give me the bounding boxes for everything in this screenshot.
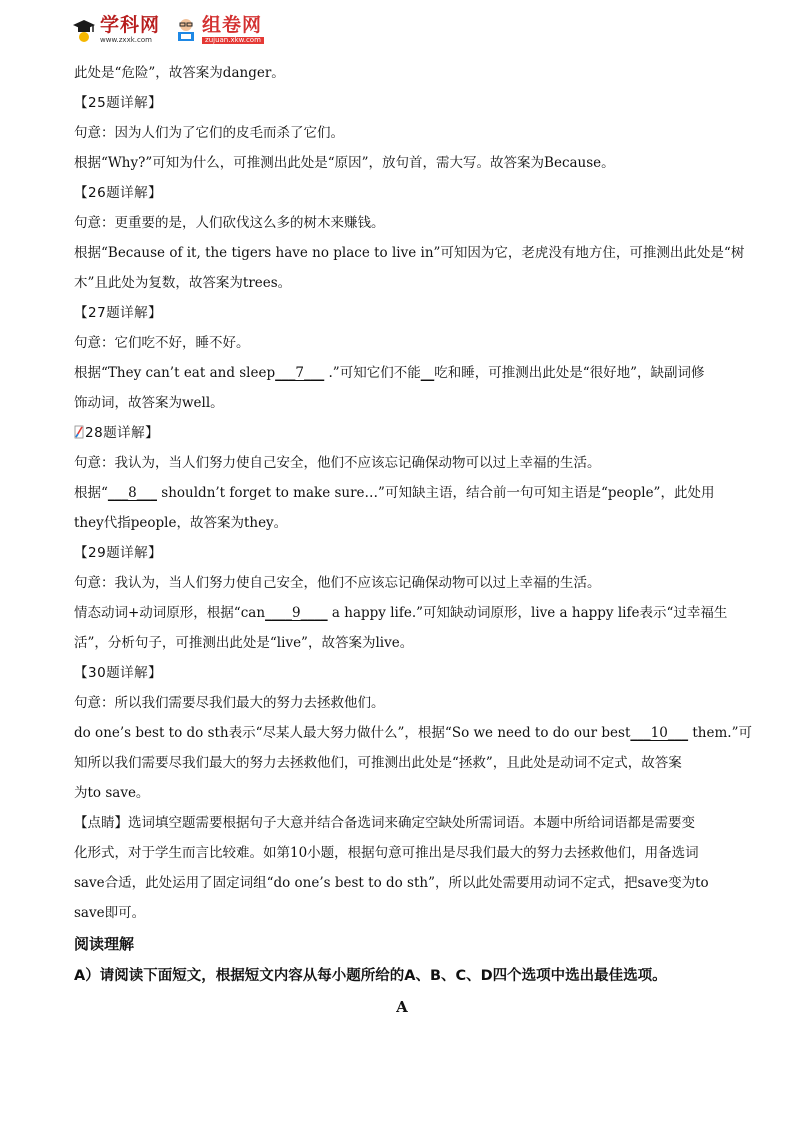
answer-blank-9: ____9____ (265, 605, 328, 621)
document-body (74, 58, 752, 1022)
logo2-url: zujuan.xkw.com (202, 37, 264, 44)
pencil-icon (74, 425, 84, 439)
text-line: save合适，此处运用了固定词组“do one’s best to do sth”，所以此处需要用动词不定式，把save变为to (74, 875, 709, 891)
question-number: 30 (88, 665, 107, 681)
text-part: a happy life.”可知缺动词原形，live a happy life表示“过幸福生 (327, 605, 728, 621)
text-line (74, 598, 730, 628)
text-part: .”可知它们不能 (324, 365, 421, 381)
question-number: 28 (85, 425, 104, 441)
section-heading-25 (74, 88, 730, 118)
text-part: 根据“They can’t eat and sleep (74, 365, 276, 381)
text-part: 情态动词+动词原形，根据“can (74, 605, 266, 621)
text-line: 此处是“危险”，故答案为danger。 (74, 65, 285, 81)
text-line: 句意：它们吃不好，睡不好。 (74, 335, 250, 351)
answer-blank-7: ___7___ (275, 365, 325, 381)
bracket-open: 【 (74, 665, 88, 681)
text-line: 句意：所以我们需要尽我们最大的努力去拯救他们。 (74, 695, 385, 711)
text-part: them.”可 (688, 725, 752, 741)
xuekewang-logo[interactable] (72, 16, 160, 44)
heading-suffix: 题详解】 (106, 665, 163, 681)
text-line (74, 718, 752, 748)
question-number: 25 (88, 95, 107, 111)
text-line: 活”，分析句子，可推测出此处是“live”，故答案为live。 (74, 635, 414, 651)
text-line: 饰动词，故答案为well。 (74, 395, 224, 411)
text-line (74, 358, 730, 388)
small-blank: __ (420, 365, 435, 381)
question-number: 26 (88, 185, 107, 201)
text-line: 木”且此处为复数，故答案为trees。 (74, 275, 292, 291)
text-part: 吃和睡，可推测出此处是“很好地”，缺副词修 (434, 365, 705, 381)
logo1-name: 学科网 (100, 14, 161, 36)
text-line: 为to save。 (74, 785, 150, 801)
text-line: save即可。 (74, 905, 146, 921)
passage-label: A (396, 998, 408, 1016)
logo1-url: www.zxxk.com (100, 36, 152, 44)
student-reading-icon (174, 17, 198, 43)
text-line: 化形式，对于学生而言比较难。如第10小题，根据句意可推出是尽我们最大的努力去拯救他们，用备选词 (74, 845, 699, 861)
heading-suffix: 题详解】 (106, 545, 163, 561)
text-line: 知所以我们需要尽我们最大的努力去拯救他们，可推测出此处是“拯救”，且此处是动词不定式，故答案 (74, 755, 682, 771)
zujuanwang-logo[interactable] (174, 16, 264, 44)
heading-suffix: 题详解】 (106, 305, 163, 321)
answer-blank-10: ___10___ (630, 725, 689, 741)
text-line: 句意：更重要的是，人们砍伐这么多的树木来赚钱。 (74, 215, 385, 231)
question-number: 29 (88, 545, 107, 561)
answer-blank-8: ___8___ (107, 485, 157, 501)
text-part: do one’s best to do sth表示“尽某人最大努力做什么”，根据“So we need to do our best (74, 725, 631, 741)
bracket-open: 【 (74, 185, 88, 201)
tips-line: 【点睛】选词填空题需要根据句子大意并结合备选词来确定空缺处所需词语。本题中所给词语都是需要变 (74, 815, 695, 831)
section-heading-30 (74, 658, 730, 688)
text-line: they代指people，故答案为they。 (74, 515, 288, 531)
text-part: 根据“ (74, 485, 108, 501)
section-heading-29 (74, 538, 730, 568)
question-number: 27 (88, 305, 107, 321)
bracket-open: 【 (74, 545, 88, 561)
bracket-open: 【 (74, 95, 88, 111)
page-header (72, 10, 264, 50)
section-heading-27 (74, 298, 730, 328)
text-part: shouldn’t forget to make sure…”可知缺主语，结合前一句可知主语是“people”，此处用 (157, 485, 715, 501)
logo2-name: 组卷网 (202, 14, 263, 36)
text-line: 根据“Because of it, the tigers have no place to live in”可知因为它，老虎没有地方住，可推测出此处是“树 (74, 245, 745, 261)
heading-suffix: 题详解】 (106, 95, 163, 111)
section-heading-28 (74, 418, 730, 448)
text-line: 根据“Why?”可知为什么，可推测出此处是“原因”，放句首，需大写。故答案为Because。 (74, 155, 615, 171)
section-heading-26 (74, 178, 730, 208)
heading-suffix: 题详解】 (103, 425, 160, 441)
instructions-heading: A）请阅读下面短文，根据短文内容从每小题所给的A、B、C、D四个选项中选出最佳选项。 (74, 968, 667, 984)
text-line (74, 478, 730, 508)
graduation-cap-icon (72, 17, 96, 43)
section-title-reading: 阅读理解 (74, 935, 135, 953)
text-line: 句意：我认为，当人们努力使自己安全，他们不应该忘记确保动物可以过上幸福的生活。 (74, 455, 601, 471)
text-line: 句意：我认为，当人们努力使自己安全，他们不应该忘记确保动物可以过上幸福的生活。 (74, 575, 601, 591)
text-line: 句意：因为人们为了它们的皮毛而杀了它们。 (74, 125, 344, 141)
heading-suffix: 题详解】 (106, 185, 163, 201)
bracket-open: 【 (74, 305, 88, 321)
